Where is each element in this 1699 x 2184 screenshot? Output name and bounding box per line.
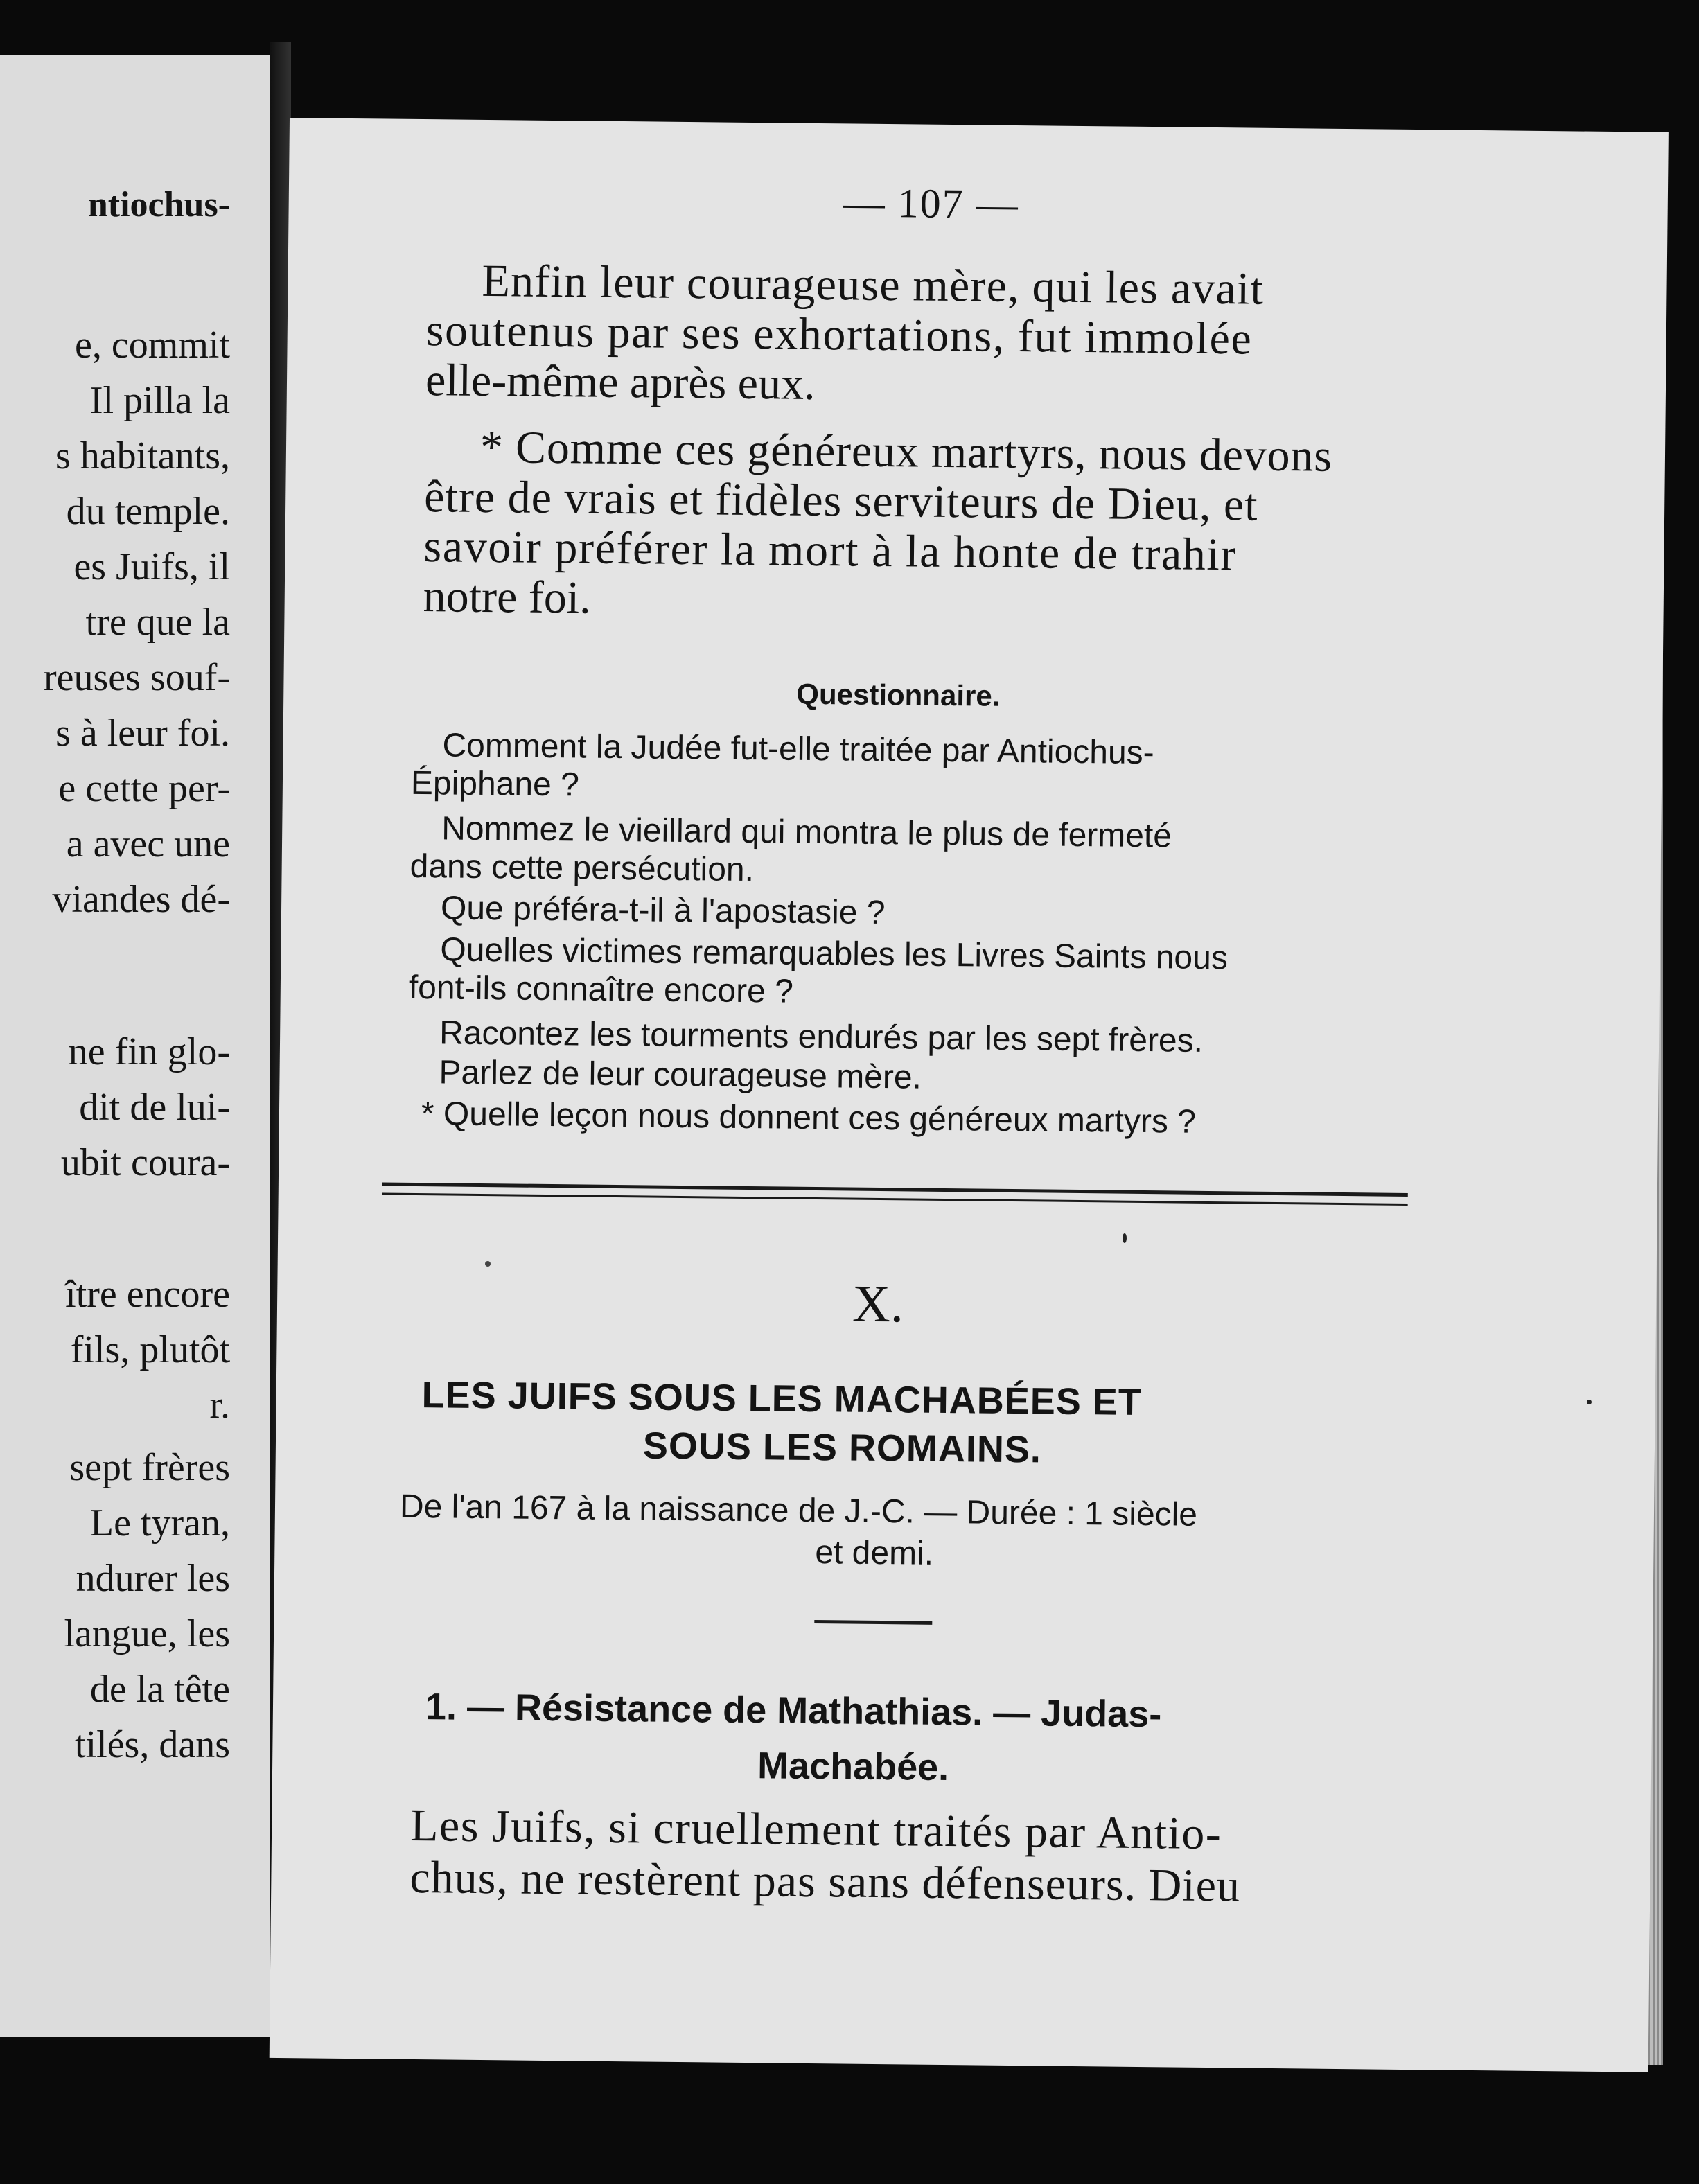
section-title-line-2: Machabée. — [757, 1745, 949, 1789]
scan-speck — [1123, 1233, 1127, 1243]
chapter-number: X. — [852, 1274, 904, 1334]
question-line: font-ils connaître encore ? — [408, 969, 794, 1010]
left-page-line: fils, plutôt — [70, 1328, 230, 1371]
question-line: Parlez de leur courageuse mère. — [439, 1054, 922, 1096]
left-page-fragment — [0, 55, 274, 2037]
left-page-line: a avec une — [66, 822, 230, 865]
left-page-line: r. — [209, 1384, 230, 1427]
page-107 — [270, 118, 1669, 2072]
chapter-dates-line-1: De l'an 167 à la naissance de J.-C. — Durée : 1 siècle — [399, 1488, 1198, 1533]
left-page-line: ître encore — [65, 1273, 230, 1316]
question-line: Que préféra-t-il à l'apostasie ? — [440, 890, 886, 932]
question-line: Quelles victimes remarquables les Livres Saints nous — [440, 931, 1229, 977]
left-page-line: Il pilla la — [89, 379, 230, 422]
chapter-dates-line-2: et demi. — [815, 1534, 934, 1572]
left-page-heading-fragment: ntiochus- — [87, 185, 230, 224]
question-line: Racontez les tourments endurés par les sept frères. — [439, 1014, 1204, 1059]
left-page-line: tre que la — [85, 601, 230, 644]
left-page-line: es Juifs, il — [73, 545, 230, 588]
left-page-line: du temple. — [66, 490, 230, 533]
scan-speck — [1587, 1400, 1592, 1404]
question-line: Comment la Judée fut-elle traitée par Antiochus- — [442, 727, 1154, 772]
short-rule — [814, 1620, 932, 1625]
left-page-line: e, commit — [75, 324, 230, 367]
left-page-line: ubit coura- — [60, 1141, 230, 1184]
chapter-title-line-1: LES JUIFS SOUS LES MACHABÉES ET — [421, 1374, 1143, 1423]
left-page-line: Le tyran, — [89, 1502, 230, 1544]
question-line: Épiphane ? — [410, 764, 580, 804]
left-page-line: s à leur foi. — [55, 712, 230, 755]
paragraph-1-line-2: soutenus par ses exhortations, fut immolée — [425, 305, 1253, 364]
section-text-line-2: chus, ne restèrent pas sans défenseurs. Dieu — [410, 1851, 1241, 1912]
question-line: dans cette persécution. — [410, 847, 755, 889]
left-page-line: ndurer les — [76, 1557, 230, 1600]
questionnaire-title: Questionnaire. — [796, 677, 1001, 712]
left-page-line: e cette per- — [58, 767, 230, 810]
left-page-line: langue, les — [64, 1612, 230, 1655]
left-page-line: reuses souf- — [43, 656, 230, 699]
section-title-line-1: 1. — Résistance de Mathathias. — Judas- — [425, 1686, 1162, 1736]
question-line: * Quelle leçon nous donnent ces généreux martyrs ? — [421, 1095, 1197, 1141]
paragraph-1-line-3: elle-même après eux. — [425, 355, 816, 410]
page-number: — 107 — — [843, 179, 1020, 228]
left-page-line: dit de lui- — [79, 1086, 230, 1129]
section-text-line-1: Les Juifs, si cruellement traités par Antio- — [410, 1799, 1222, 1860]
paragraph-2-line-3: savoir préférer la mort à la honte de trahir — [423, 521, 1238, 581]
question-line: Nommez le vieillard qui montra le plus de fermeté — [441, 810, 1172, 855]
paragraph-2-line-4: notre foi. — [423, 571, 592, 624]
left-page-line: de la tête — [89, 1668, 230, 1711]
left-page-line: s habitants, — [55, 434, 230, 477]
chapter-title-line-2: SOUS LES ROMAINS. — [642, 1425, 1042, 1471]
scan-speck — [485, 1261, 491, 1267]
left-page-line: tilés, dans — [75, 1723, 230, 1766]
left-page-line: ne fin glo- — [68, 1030, 230, 1073]
paragraph-2-line-2: être de vrais et fidèles serviteurs de Dieu, et — [423, 471, 1258, 531]
paragraph-2-line-1: * Comme ces généreux martyrs, nous devons — [479, 421, 1333, 482]
left-page-line: viandes dé- — [52, 878, 230, 921]
left-page-line: sept frères — [69, 1446, 230, 1489]
paragraph-1-line-1: Enfin leur courageuse mère, qui les avait — [482, 255, 1265, 315]
